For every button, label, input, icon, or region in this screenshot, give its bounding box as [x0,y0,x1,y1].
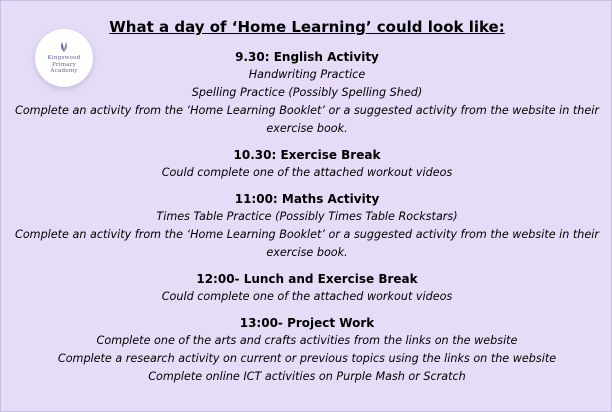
schedule-line: Could complete one of the attached workout videos [161,166,453,179]
schedule-line: Complete one of the arts and crafts activities from the links on the website [96,334,518,347]
schedule-line: Times Table Practice (Possibly Times Table Rockstars) [156,210,458,223]
schedule-line: Complete a research activity on current or previous topics using the links on the website [57,352,557,365]
schedule-item-english [5,48,609,138]
schedule-item-maths [5,190,609,262]
logo-text-line-3: Academy [50,68,78,75]
schedule-line: Spelling Practice (Possibly Spelling Shed) [191,86,423,99]
schedule-item-project-work [5,314,609,386]
schedule-heading: 10.30: Exercise Break [233,148,381,162]
schedule-line: Complete an activity from the ‘Home Learning Booklet’ or a suggested activity from the website in their exercise book. [15,228,599,259]
schedule-heading: 13:00- Project Work [239,316,375,330]
schedule-line: Could complete one of the attached workout videos [161,290,453,303]
schedule-heading: 12:00- Lunch and Exercise Break [196,272,418,286]
logo-text-line-2: Primary [51,61,77,68]
schedule-line: Handwriting Practice [248,68,366,81]
logo-text-line-1: Kingswood [47,55,81,62]
page-title: What a day of ‘Home Learning’ could look like: [109,18,505,36]
schedule-item-lunch [5,270,609,306]
schedule-heading: 11:00: Maths Activity [234,192,380,206]
schedule [5,48,609,394]
schedule-item-exercise-break [5,146,609,182]
schedule-heading: 9.30: English Activity [235,50,379,64]
schedule-line: Complete online ICT activities on Purple Mash or Scratch [148,370,466,383]
schedule-line: Complete an activity from the ‘Home Learning Booklet’ or a suggested activity from the website in their exercise book. [15,104,599,135]
